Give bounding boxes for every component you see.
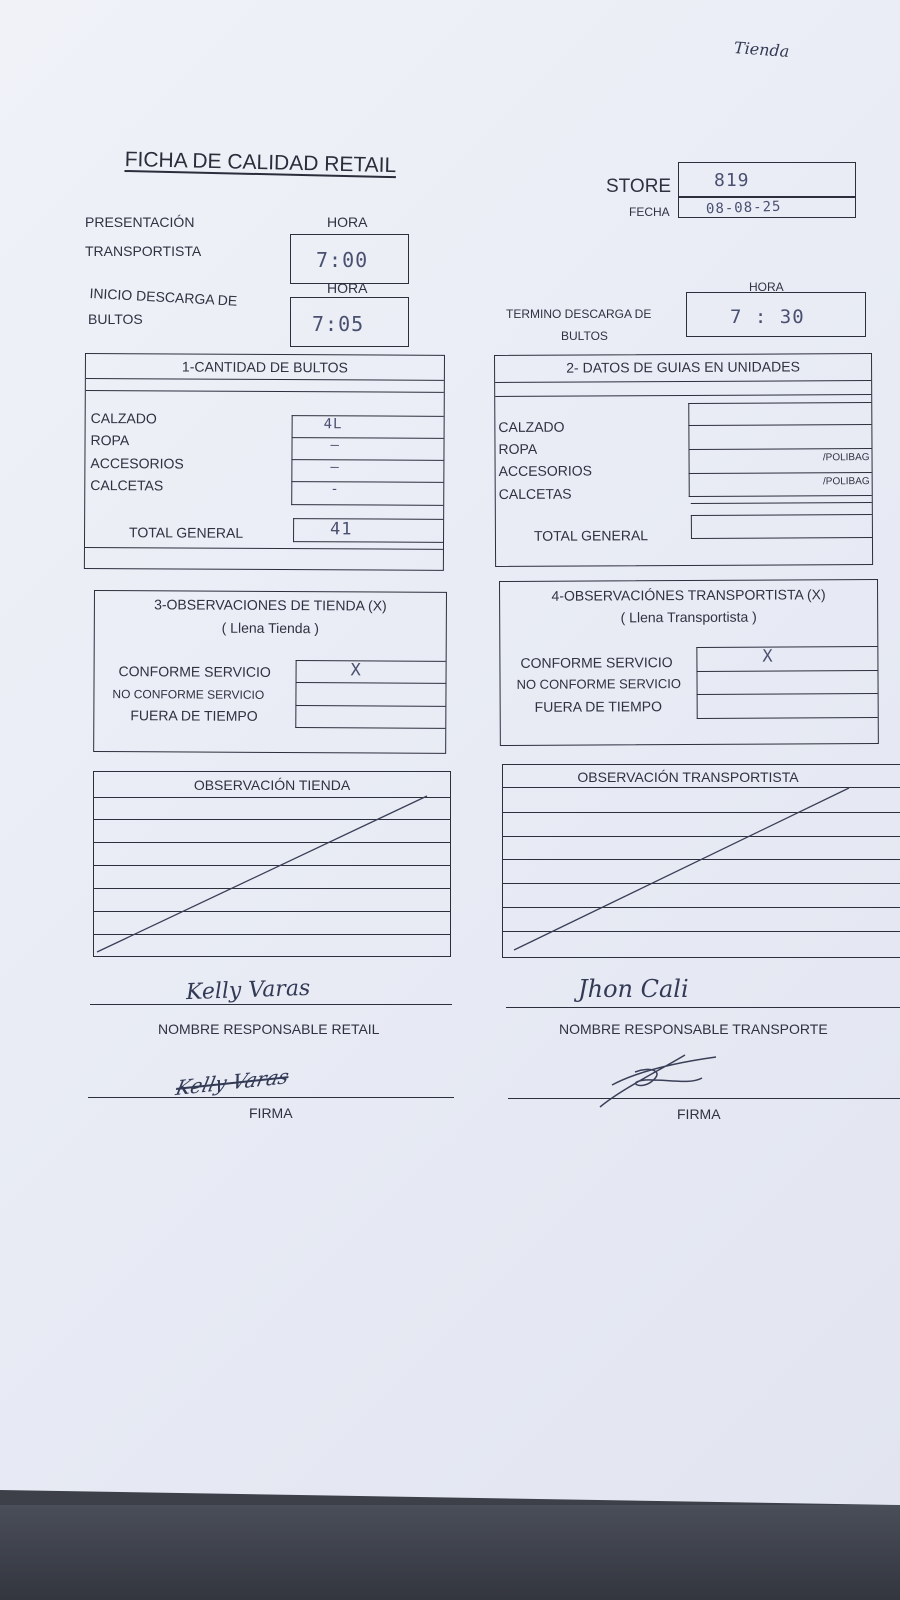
retail-name: Kelly Varas [185,975,311,1006]
row-label-calcetas: CALCETAS [498,485,572,502]
section-datos-guias [494,353,873,567]
inicio-descarga-label: INICIO DESCARGA DE [89,285,238,309]
calzado-value: 4L [323,416,343,433]
conforme-servicio-label: CONFORME SERVICIO [118,663,271,680]
conforme-mark: X [350,660,362,681]
background-surface [0,1505,900,1600]
fuera-de-tiempo-label: FUERA DE TIEMPO [534,698,663,715]
bultos-label: BULTOS [561,329,608,343]
section-cantidad-bultos [84,353,445,571]
total-general-box [293,518,443,543]
hora-termino-value: 7 : 30 [730,306,805,328]
row-label-ropa: ROPA [90,432,130,449]
retail-firma-line [88,1097,454,1098]
total-general-label: TOTAL GENERAL [533,527,649,544]
section3-mark-column [295,660,445,729]
retail-signature: Kelly Varas [173,1063,292,1101]
polibag-suffix: /POLIBAG [822,452,870,464]
row-label-calcetas: CALCETAS [90,477,164,494]
row-label-calzado: CALZADO [90,410,157,427]
retail-firma-label: FIRMA [249,1105,293,1121]
no-conforme-servicio-label: NO CONFORME SERVICIO [112,687,265,702]
total-general-box [691,514,872,539]
ropa-value: – [330,437,340,454]
section4-mark-column [696,646,877,719]
transporte-firma-line [508,1098,900,1099]
no-conforme-servicio-label: NO CONFORME SERVICIO [516,676,682,692]
section3-header: 3-OBSERVACIONES DE TIENDA (X) [154,596,387,614]
transporte-name-label: NOMBRE RESPONSABLE TRANSPORTE [559,1021,828,1037]
fuera-de-tiempo-label: FUERA DE TIEMPO [130,707,258,724]
fecha-value: 08-08-25 [705,198,782,218]
observacion-transportista-header: OBSERVACIÓN TRANSPORTISTA [577,769,799,785]
hora-label: HORA [749,280,784,294]
store-label: STORE [606,176,672,197]
corner-note: Tienda [733,38,790,61]
hora-label: HORA [327,280,368,296]
section4-header: 4-OBSERVACIÓNES TRANSPORTISTA (X) [551,586,826,604]
section-observaciones-transportista [499,579,879,746]
bultos-label: BULTOS [88,311,143,327]
hora-presentacion-value: 7:00 [316,248,369,272]
row-label-accesorios: ACCESORIOS [498,462,593,479]
observacion-tienda-box [93,771,451,957]
accesorios-value: – [330,459,340,476]
store-box [678,162,856,198]
calcetas-value: - [330,481,340,498]
transporte-firma-label: FIRMA [677,1106,721,1122]
termino-descarga-label: TERMINO DESCARGA DE [506,307,652,321]
total-general-label: TOTAL GENERAL [129,524,244,541]
store-value: 819 [714,170,750,191]
hora-label: HORA [327,214,368,230]
transportista-label: TRANSPORTISTA [85,243,202,259]
retail-name-label: NOMBRE RESPONSABLE RETAIL [158,1021,380,1037]
conforme-mark: X [762,646,774,667]
row-label-accesorios: ACCESORIOS [90,455,184,472]
observacion-transportista-box [502,764,900,958]
section-observaciones-tienda [93,590,447,754]
section3-subheader: ( Llena Tienda ) [221,619,319,637]
hora-inicio-value: 7:05 [312,312,365,336]
section2-header: 2- DATOS DE GUIAS EN UNIDADES [566,358,800,376]
form-title: FICHA DE CALIDAD RETAIL [124,148,397,178]
presentacion-label: PRESENTACIÓN [85,214,195,230]
observacion-tienda-header: OBSERVACIÓN TIENDA [193,777,351,793]
retail-name-line [90,1004,452,1005]
section1-header: 1-CANTIDAD DE BULTOS [181,358,348,376]
transporte-name-line [506,1007,900,1008]
section4-subheader: ( Llena Transportista ) [620,608,757,626]
row-label-calzado: CALZADO [498,418,565,435]
conforme-servicio-label: CONFORME SERVICIO [520,654,673,671]
row-label-ropa: ROPA [498,440,538,457]
total-general-value: 41 [330,519,353,540]
polibag-suffix: /POLIBAG [822,476,870,488]
transporte-name: Jhon Cali [578,975,689,1003]
fecha-label: FECHA [629,205,670,219]
